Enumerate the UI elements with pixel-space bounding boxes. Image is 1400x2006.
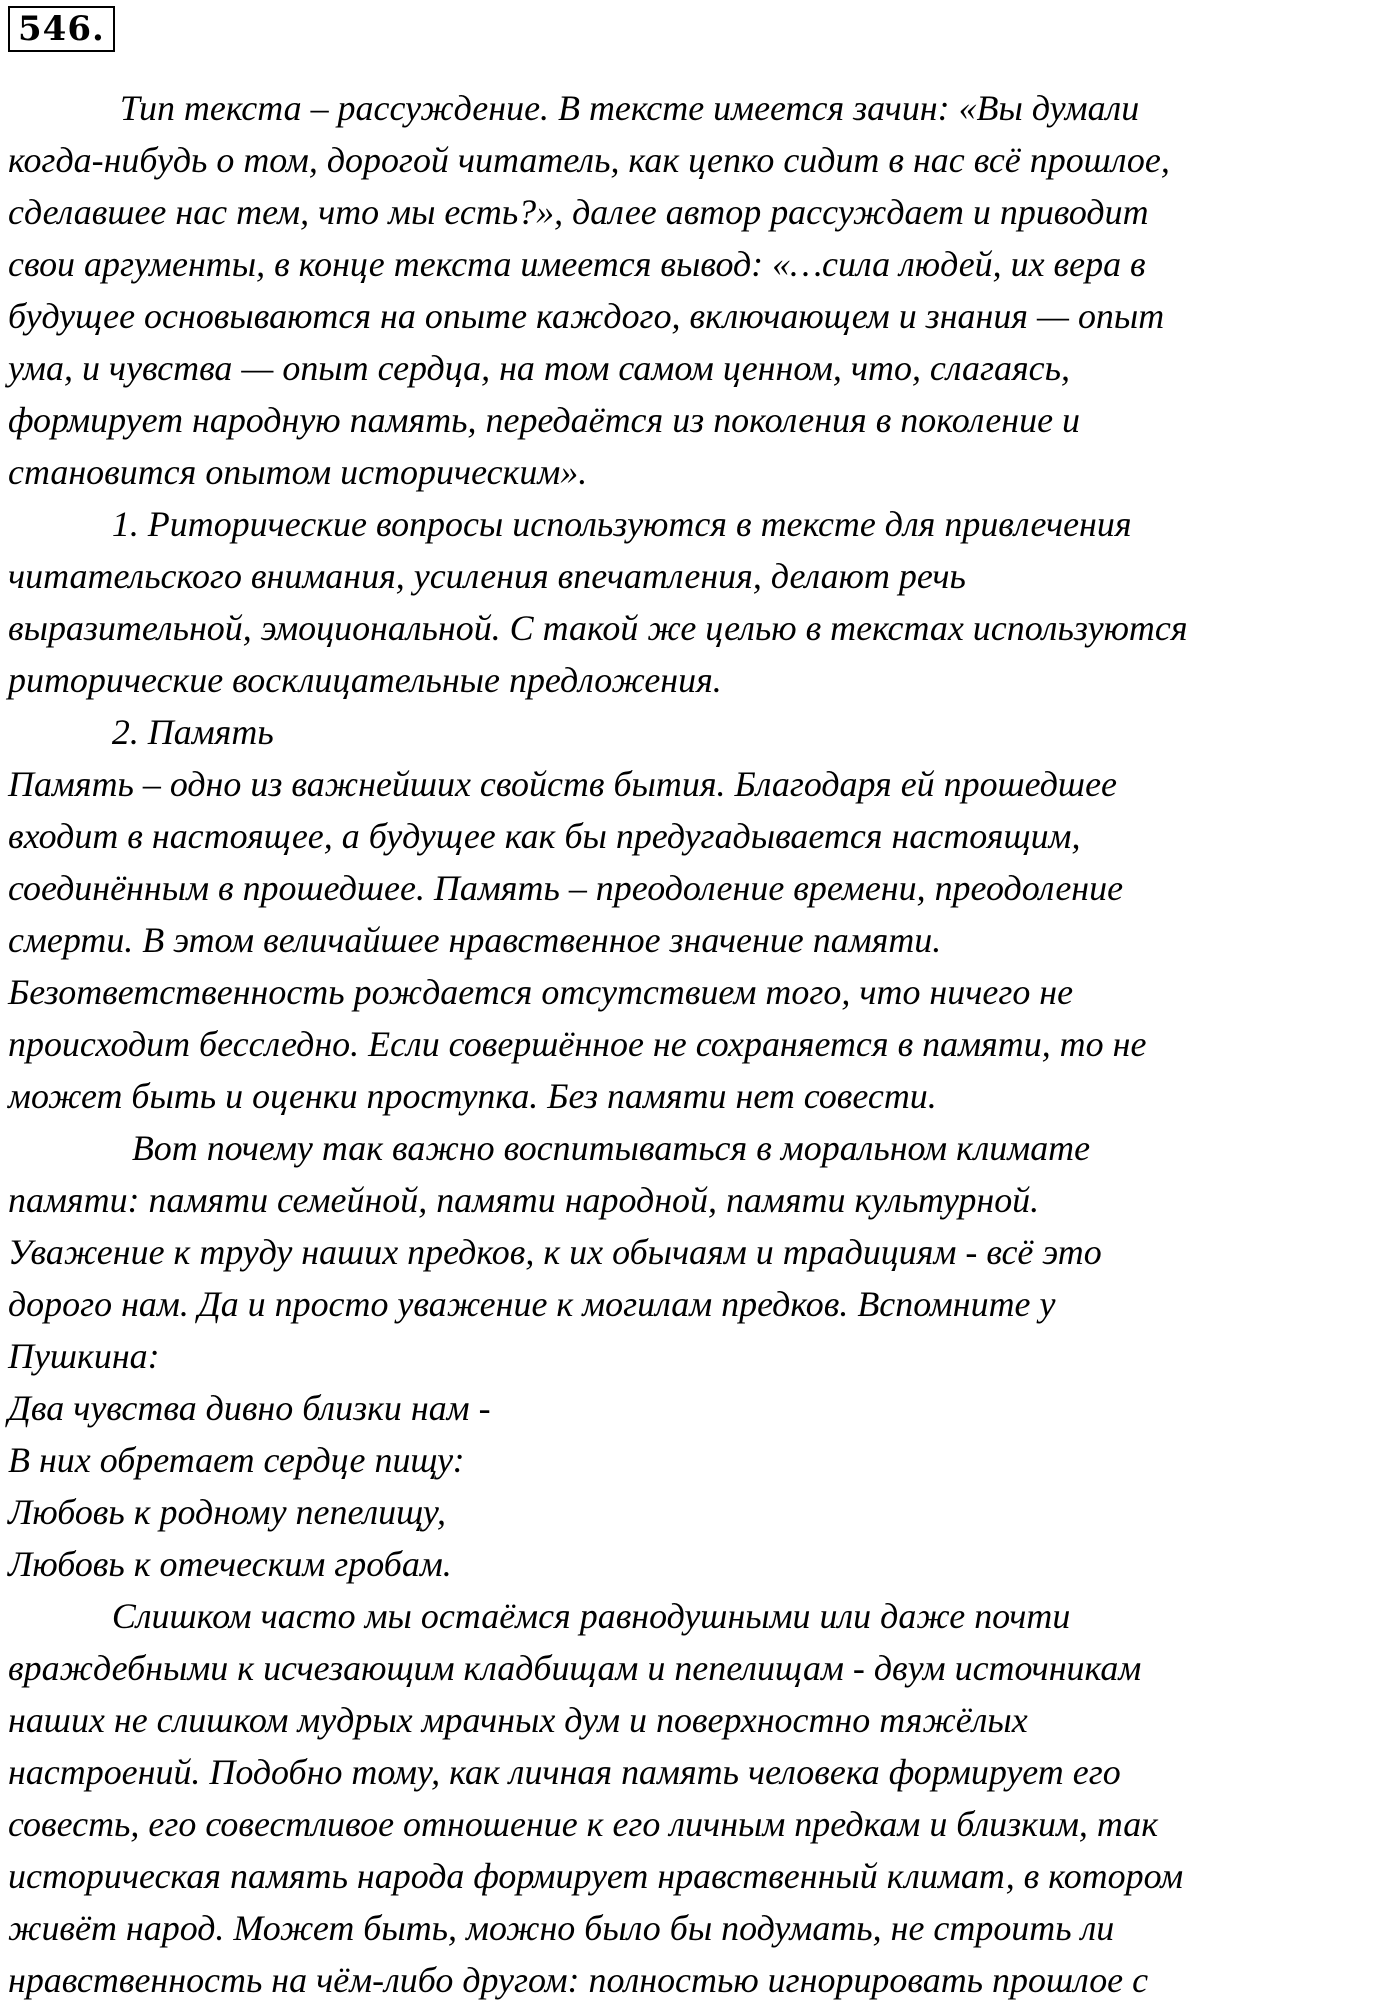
text-line: 2. Память — [111, 712, 274, 752]
text-line: формирует народную память, передаётся из поколения в поколение и — [8, 400, 1081, 440]
text-line: враждебными к исчезающим кладбищам и пепелищам - двум источникам — [8, 1648, 1142, 1688]
text-line: совесть, его совестливое отношение к его личным предкам и близким, так — [8, 1804, 1159, 1844]
text-line: нравственность на чём-либо другом: полностью игнорировать прошлое с — [8, 1960, 1149, 2000]
text-line: Любовь к родному пепелищу, — [8, 1492, 446, 1532]
text-line: будущее основываются на опыте каждого, включающем и знания — опыт — [8, 296, 1165, 336]
text-line: дорого нам. Да и просто уважение к могилам предков. Вспомните у — [8, 1284, 1056, 1324]
text-line: настроений. Подобно тому, как личная память человека формирует его — [8, 1752, 1121, 1792]
text-line: сделавшее нас тем, что мы есть?», далее автор рассуждает и приводит — [8, 192, 1149, 232]
text-line: может быть и оценки проступка. Без памяти нет совести. — [8, 1076, 937, 1116]
text-line: наших не слишком мудрых мрачных дум и поверхностно тяжёлых — [8, 1700, 1028, 1740]
text-line: Слишком часто мы остаёмся равнодушными или даже почти — [111, 1596, 1071, 1636]
text-line: ума, и чувства — опыт сердца, на том самом ценном, что, слагаясь, — [8, 348, 1070, 388]
text-line: происходит бесследно. Если совершённое не сохраняется в памяти, то не — [8, 1024, 1147, 1064]
text-line: Безответственность рождается отсутствием того, что ничего не — [8, 972, 1074, 1012]
text-line: смерти. В этом величайшее нравственное значение памяти. — [8, 920, 942, 960]
text-line: Любовь к отеческим гробам. — [8, 1544, 452, 1584]
text-line: когда-нибудь о том, дорогой читатель, как цепко сидит в нас всё прошлое, — [8, 140, 1170, 180]
task-number-box: 546. — [8, 6, 115, 52]
text-line: живёт народ. Может быть, можно было бы подумать, не строить ли — [8, 1908, 1115, 1948]
text-body — [8, 82, 1388, 2006]
text-line: соединённым в прошедшее. Память – преодоление времени, преодоление — [8, 868, 1124, 908]
text-line: 1. Риторические вопросы используются в тексте для привлечения — [111, 504, 1132, 544]
text-line: Память – одно из важнейших свойств бытия. Благодаря ей прошедшее — [8, 764, 1117, 804]
text-line: свои аргументы, в конце текста имеется вывод: «…сила людей, их вера в — [8, 244, 1146, 284]
text-line: памяти: памяти семейной, памяти народной, памяти культурной. — [8, 1180, 1040, 1220]
text-line: риторические восклицательные предложения. — [8, 660, 722, 700]
text-line: входит в настоящее, а будущее как бы предугадывается настоящим, — [8, 816, 1081, 856]
text-line: выразительной, эмоциональной. С такой же целью в текстах используются — [8, 608, 1188, 648]
text-line: читательского внимания, усиления впечатления, делают речь — [8, 556, 966, 596]
text-line: историческая память народа формирует нравственный климат, в котором — [8, 1856, 1184, 1896]
text-line: Уважение к труду наших предков, к их обычаям и традициям - всё это — [8, 1232, 1102, 1272]
text-line: Пушкина: — [8, 1336, 160, 1376]
text-line: становится опытом историческим». — [8, 452, 588, 492]
text-line: В них обретает сердце пищу: — [8, 1440, 465, 1480]
text-line: Два чувства дивно близки нам - — [8, 1388, 491, 1428]
text-line: Тип текста – рассуждение. В тексте имеется зачин: «Вы думали — [119, 88, 1140, 128]
text-line: Вот почему так важно воспитываться в моральном климате — [131, 1128, 1091, 1168]
